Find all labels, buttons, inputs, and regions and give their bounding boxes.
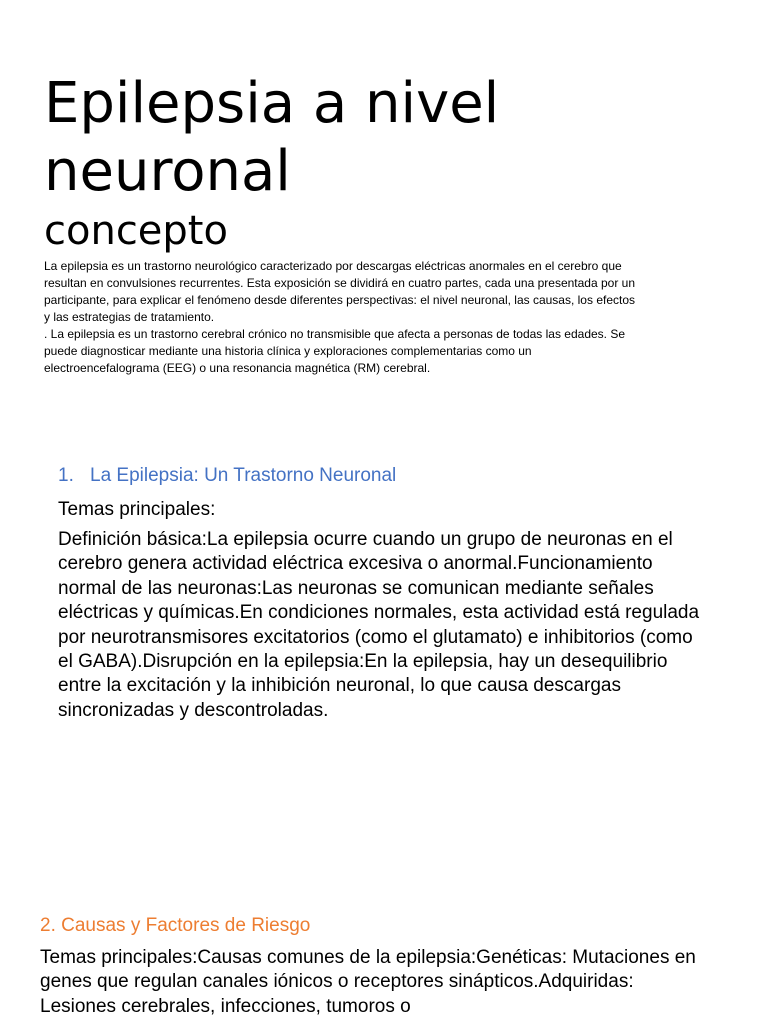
intro-paragraph: La epilepsia es un trastorno neurológico caracterizado por descargas eléctricas anormales en el cerebro que resultan en convulsiones recurrentes. Esta exposición se dividirá en cuatro partes, cada una presentada por un participante, para explicar el fenómeno desde diferentes perspectivas: el nivel neuronal, las causas, los efectos y las estrategias de tratamiento.	[44, 259, 636, 324]
section-1-body: Definición básica:La epilepsia ocurre cuando un grupo de neuronas en el cerebro genera actividad eléctrica excesiva o anormal.Funcionamiento normal de las neuronas:Las neuronas se comunican mediante señales eléctricas y químicas.En condiciones normales, esta actividad está regulada por neurotransmisores excitatorios (como el glutamato) e inhibitorios (como el GABA).Disrupción en la epilepsia:En la epilepsia, hay un desequilibrio entre la excitación y la inhibición neuronal, lo que causa descargas sincronizadas y descontroladas.	[58, 529, 700, 721]
section-2-body: Temas principales:Causas comunes de la epilepsia:Genéticas: Mutaciones en genes que regulan canales iónicos o receptores sinápticos.Adquiridas: Lesiones cerebrales, infecciones, tumoros o	[40, 947, 696, 1017]
section-1-label: Temas principales:	[58, 499, 216, 520]
page-title: Epilepsia a nivel neuronal	[44, 71, 500, 204]
subtitle: concepto	[44, 208, 228, 254]
section-1-heading-text: La Epilepsia: Un Trastorno Neuronal	[90, 465, 397, 486]
section-1-heading	[58, 462, 396, 490]
section-1-number: 1.	[58, 465, 74, 486]
intro-text	[44, 258, 644, 377]
intro-paragraph: . La epilepsia es un trastorno cerebral crónico no transmisible que afecta a personas de todas las edades. Se puede diagnosticar mediante una historia clínica y exploraciones complementarias como un electroencefalograma (EEG) o una resonancia magnética (RM) cerebral.	[44, 327, 626, 375]
section-2-heading: 2. Causas y Factores de Riesgo	[40, 915, 311, 936]
